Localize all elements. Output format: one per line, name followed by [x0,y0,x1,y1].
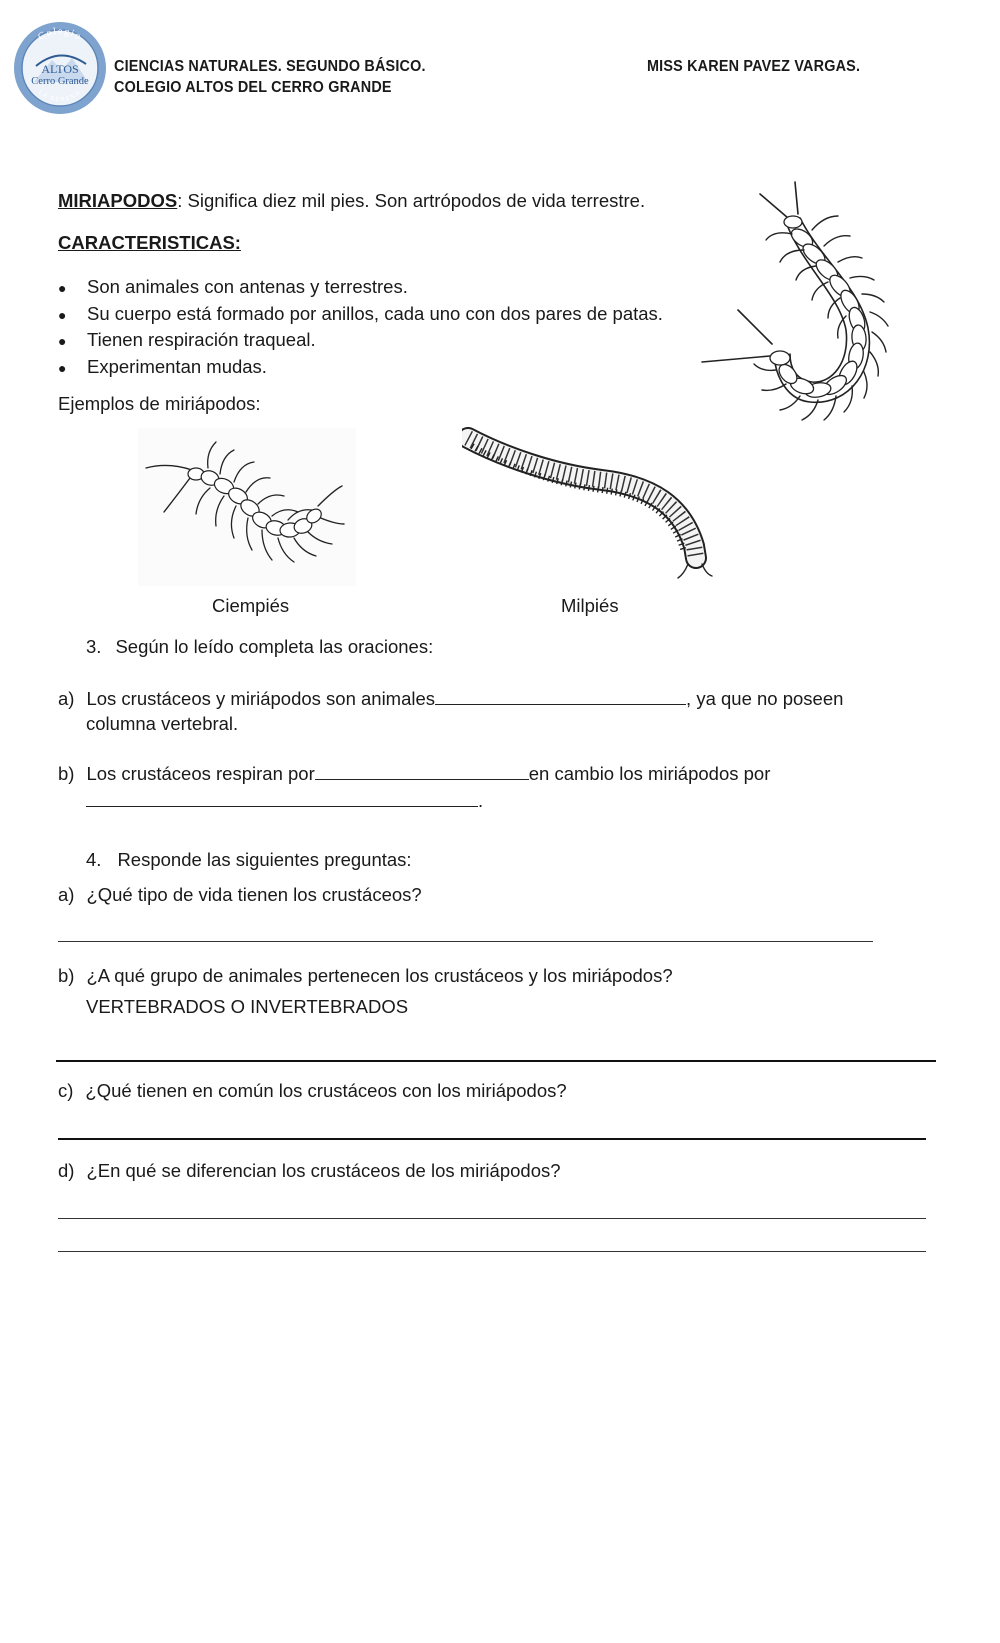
centipede-example-illustration [138,428,356,586]
header-school: COLEGIO ALTOS DEL CERRO GRANDE [114,79,392,96]
large-centipede-illustration [700,178,910,430]
intro-definition [58,190,645,212]
exercise3-number: 3. [86,636,102,657]
intro-definition-text: : Significa diez mil pies. Son artrópodos de vida terrestre. [177,190,646,211]
millipede-illustration-icon [462,426,716,592]
fill-blank-input[interactable] [435,688,686,705]
list-item: ● Su cuerpo está formado por anillos, cada uno con dos pares de patas. [58,303,663,324]
exercise4-number: 4. [86,849,102,870]
svg-text:ALTOS: ALTOS [41,62,79,76]
header-teacher: MISS KAREN PAVEZ VARGAS. [647,58,861,75]
fill-blank-input[interactable] [315,763,529,780]
exercise3-a: a) Los crustáceos y miriápodos son animales , ya que no poseen [58,688,844,709]
answer-line-d1[interactable] [58,1218,926,1219]
question-d: d) ¿En qué se diferencian los crustáceos de los miriápodos? [58,1160,561,1181]
answer-line-b[interactable] [56,1060,936,1062]
exercise4-title: Responde las siguientes preguntas: [117,849,412,870]
list-item: ● Experimentan mudas. [58,356,267,377]
intro-term: MIRIAPODOS [58,190,178,211]
examples-title: Ejemplos de miriápodos: [58,393,261,414]
school-logo [12,20,108,116]
question-c: c) ¿Qué tienen en común los crustáceos con los miriápodos? [58,1080,567,1101]
school-seal-icon [12,20,108,116]
svg-text:LA SERENA: LA SERENA [37,89,83,104]
fill-blank-input[interactable] [86,790,478,807]
exercise3-b-line2: . [86,790,483,812]
exercise3-b: b) Los crustáceos respiran por en cambio los miriápodos por [58,763,771,784]
exercise3-title: Según lo leído completa las oraciones: [115,636,434,657]
exercise3-heading [86,636,433,658]
list-item: ● Son animales con antenas y terrestres. [58,276,408,297]
list-item: ● Tienen respiración traqueal. [58,329,316,350]
header-course: CIENCIAS NATURALES. SEGUNDO BÁSICO. [114,58,426,75]
svg-text:Cerro Grande: Cerro Grande [31,76,89,87]
answer-line-c[interactable] [58,1138,926,1140]
svg-text:Colegio: Colegio [36,25,84,43]
answer-line-d2[interactable] [58,1251,926,1252]
centipede-illustration-icon [700,178,910,430]
exercise3-a-line2: columna vertebral. [86,713,239,734]
question-a: a) ¿Qué tipo de vida tienen los crustáceos? [58,884,422,905]
example-label-centipede: Ciempiés [212,595,290,616]
millipede-example-illustration [462,426,716,592]
example-label-millipede: Milpiés [561,595,619,616]
centipede-illustration-icon [138,428,356,586]
characteristics-title: CARACTERISTICAS: [58,232,241,253]
exercise4-heading [86,849,412,871]
question-b: b) ¿A qué grupo de animales pertenecen los crustáceos y los miriápodos? [58,965,673,986]
answer-line-a[interactable] [58,941,873,942]
question-b-options: VERTEBRADOS O INVERTEBRADOS [86,996,409,1017]
